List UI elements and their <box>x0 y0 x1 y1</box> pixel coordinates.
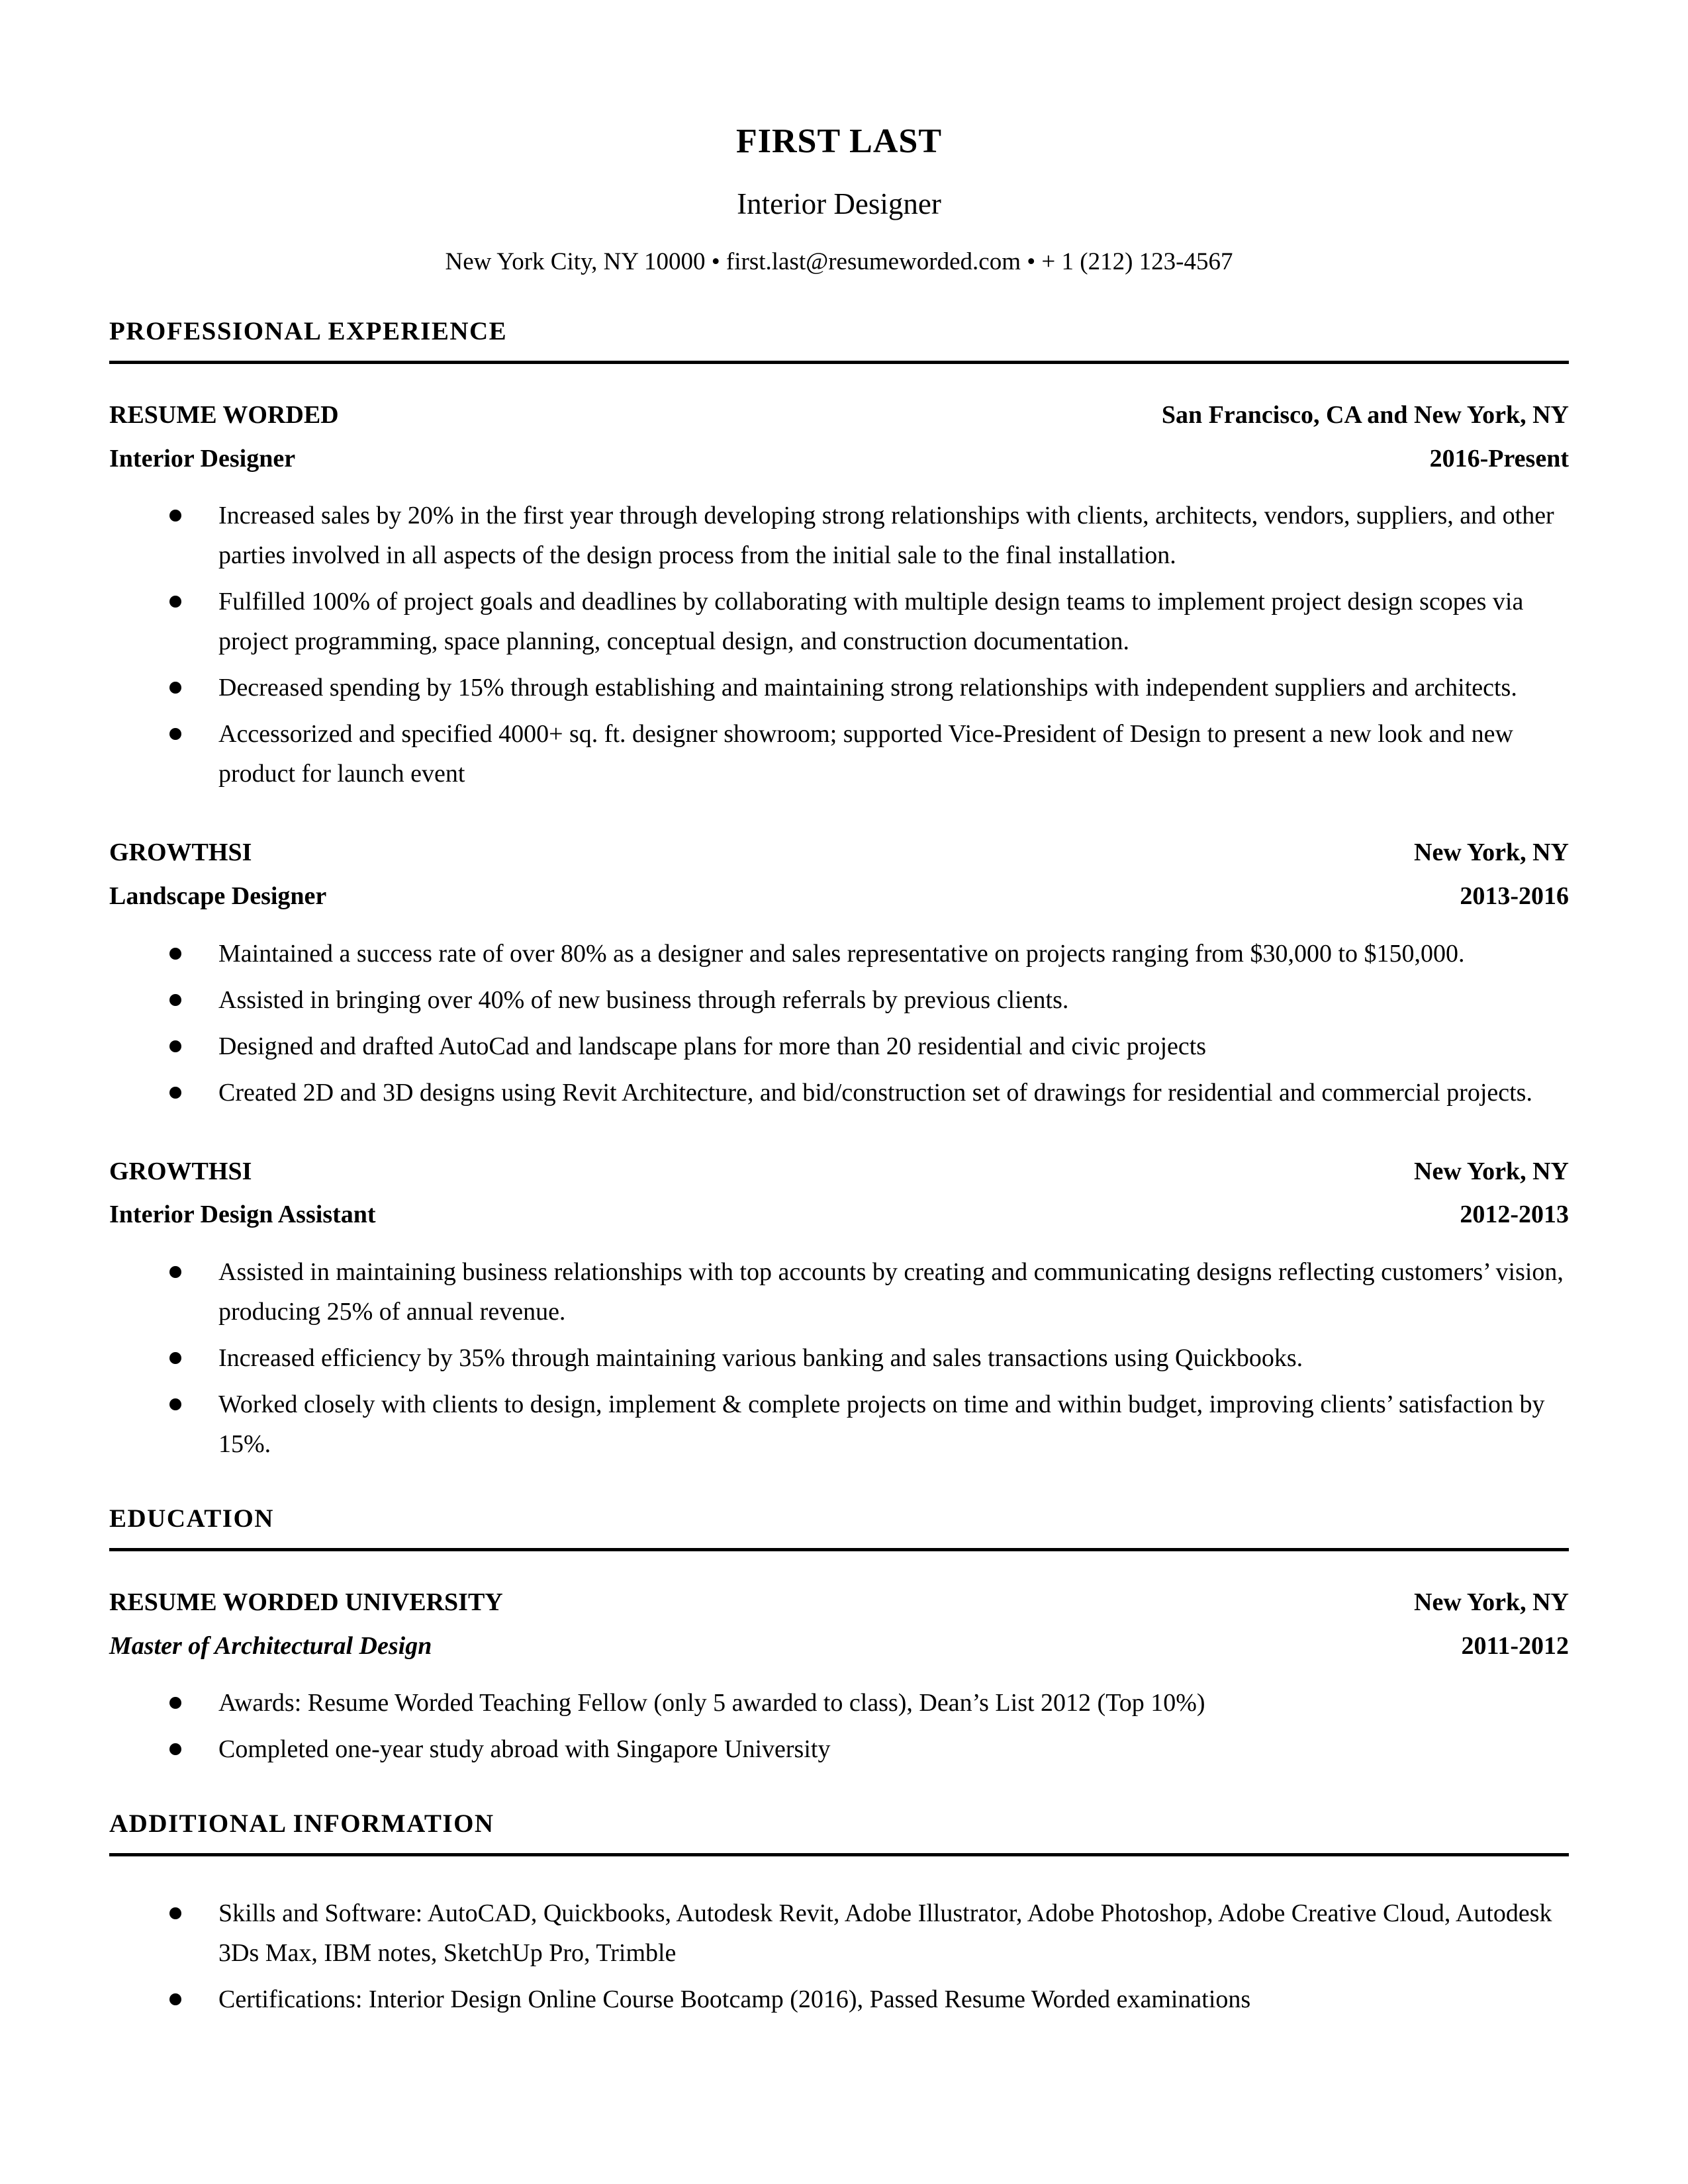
job-bullet-list <box>109 1252 1569 1464</box>
section-heading: EDUCATION <box>109 1505 1569 1551</box>
bullet-item: Awards: Resume Worded Teaching Fellow (only 5 awarded to class), Dean’s List 2012 (Top 10%) <box>218 1683 1569 1723</box>
job-role: Interior Designer <box>109 444 296 473</box>
bullet-item: Assisted in bringing over 40% of new business through referrals by previous clients. <box>218 980 1569 1020</box>
job-location: New York, NY <box>1414 1157 1569 1185</box>
job-bullet-list <box>109 934 1569 1113</box>
bullet-item: Maintained a success rate of over 80% as a designer and sales representative on projects ranging from $30,000 to $150,000. <box>218 934 1569 974</box>
school-name: RESUME WORDED UNIVERSITY <box>109 1588 503 1616</box>
job-location: New York, NY <box>1414 839 1569 867</box>
company-name: GROWTHSI <box>109 839 252 867</box>
job-entry <box>109 839 1569 1112</box>
section-education <box>109 1505 1569 1769</box>
education-header-row <box>109 1588 1569 1617</box>
section-heading: ADDITIONAL INFORMATION <box>109 1810 1569 1856</box>
section-additional-information <box>109 1810 1569 2019</box>
job-header-row <box>109 839 1569 868</box>
bullet-item: Skills and Software: AutoCAD, Quickbooks, Autodesk Revit, Adobe Illustrator, Adobe Photoshop, Adobe Creative Cloud, Autodesk 3Ds Max, IBM notes, SketchUp Pro, Trimble <box>218 1893 1569 1973</box>
job-role: Interior Design Assistant <box>109 1201 376 1229</box>
bullet-item: Decreased spending by 15% through establishing and maintaining strong relationships with independent suppliers and architects. <box>218 668 1569 707</box>
job-subheader-row <box>109 445 1569 474</box>
education-entry <box>109 1588 1569 1769</box>
bullet-item: Worked closely with clients to design, implement & complete projects on time and within budget, improving clients’ satisfaction by 15%. <box>218 1385 1569 1464</box>
additional-entry <box>109 1893 1569 2019</box>
job-dates: 2012-2013 <box>1460 1201 1569 1229</box>
section-heading: PROFESSIONAL EXPERIENCE <box>109 318 1569 364</box>
bullet-item: Created 2D and 3D designs using Revit Architecture, and bid/construction set of drawings for residential and commercial projects. <box>218 1073 1569 1113</box>
bullet-item: Increased sales by 20% in the first year through developing strong relationships with clients, architects, vendors, suppliers, and other parties involved in all aspects of the design process from the initial sale to the final installation. <box>218 496 1569 575</box>
additional-bullet-list <box>109 1893 1569 2019</box>
contact-line: New York City, NY 10000 • first.last@resumeworded.com • + 1 (212) 123-4567 <box>445 248 1233 275</box>
job-dates: 2013-2016 <box>1460 882 1569 911</box>
school-location: New York, NY <box>1414 1588 1569 1616</box>
job-dates: 2016-Present <box>1429 444 1569 473</box>
job-subheader-row <box>109 882 1569 911</box>
candidate-job-title: Interior Designer <box>737 187 941 221</box>
education-subheader-row <box>109 1632 1569 1661</box>
company-name: GROWTHSI <box>109 1157 252 1185</box>
bullet-item: Accessorized and specified 4000+ sq. ft. designer showroom; supported Vice-President of Design to present a new look and new product for launch event <box>218 714 1569 794</box>
bullet-item: Increased efficiency by 35% through maintaining various banking and sales transactions using Quickbooks. <box>218 1338 1569 1378</box>
job-entry <box>109 401 1569 794</box>
job-entry <box>109 1158 1569 1464</box>
job-bullet-list <box>109 496 1569 794</box>
job-location: San Francisco, CA and New York, NY <box>1161 400 1569 429</box>
job-role: Landscape Designer <box>109 882 327 911</box>
job-subheader-row <box>109 1201 1569 1230</box>
job-header-row <box>109 1158 1569 1187</box>
education-dates: 2011-2012 <box>1461 1631 1569 1660</box>
degree-name: Master of Architectural Design <box>109 1631 432 1660</box>
section-professional-experience <box>109 318 1569 1464</box>
candidate-name: FIRST LAST <box>735 122 943 160</box>
company-name: RESUME WORDED <box>109 400 339 429</box>
bullet-item: Designed and drafted AutoCad and landscape plans for more than 20 residential and civic projects <box>218 1026 1569 1066</box>
education-bullet-list <box>109 1683 1569 1769</box>
bullet-item: Fulfilled 100% of project goals and deadlines by collaborating with multiple design teams to implement project design scopes via project programming, space planning, conceptual design, and construction documentation. <box>218 582 1569 661</box>
bullet-item: Assisted in maintaining business relationships with top accounts by creating and communicating designs reflecting customers’ vision, producing 25% of annual revenue. <box>218 1252 1569 1332</box>
bullet-item: Certifications: Interior Design Online Course Bootcamp (2016), Passed Resume Worded examinations <box>218 1979 1569 2019</box>
job-header-row <box>109 401 1569 430</box>
bullet-item: Completed one-year study abroad with Singapore University <box>218 1729 1569 1769</box>
